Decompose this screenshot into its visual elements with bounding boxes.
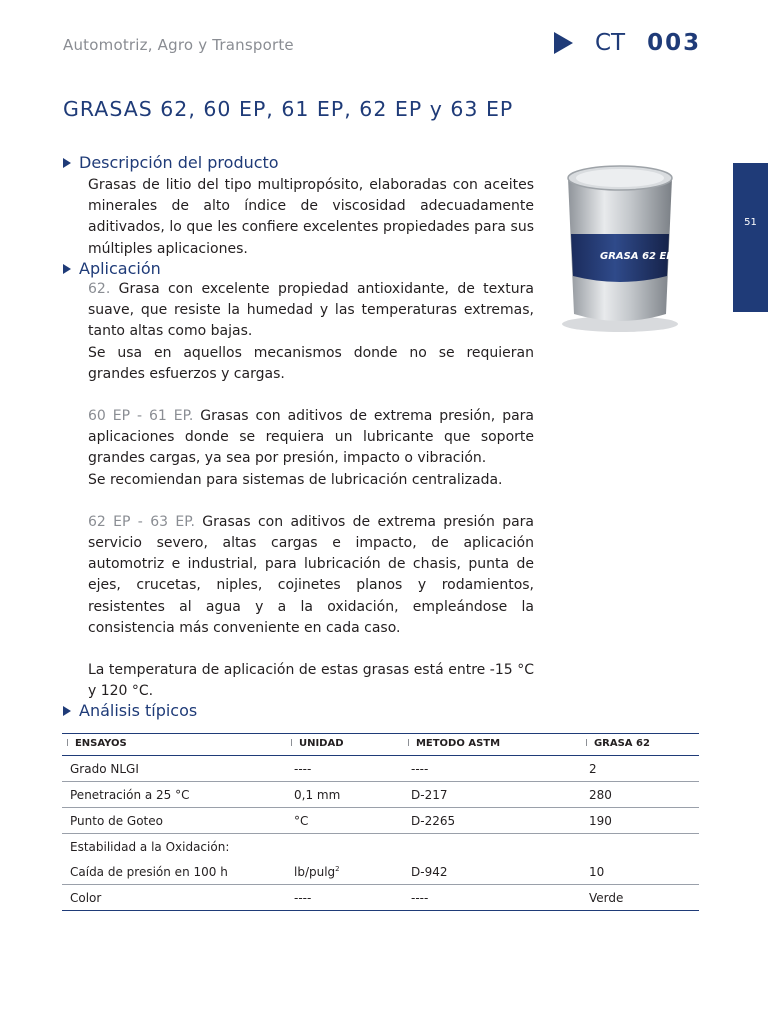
table-cell: 190 (581, 808, 699, 834)
document-code (554, 30, 701, 56)
table-cell: 2 (581, 756, 699, 782)
application-text: Grasas con aditivos de extrema presión, para aplicaciones donde se requiera un lubricante que soporte grandes cargas, ya sea por presión, impacto o vibración. (88, 408, 534, 467)
table-cell: Color (62, 885, 286, 911)
application-temperature: La temperatura de aplicación de estas grasas está entre -15 °C y 120 °C. (88, 662, 534, 700)
table-cell: ---- (286, 885, 403, 911)
application-item-62ep-63ep (88, 512, 534, 639)
table-cell: ---- (403, 756, 581, 782)
page-number: 51 (744, 217, 757, 228)
table-row (62, 885, 699, 911)
table-cell: D-2265 (403, 808, 581, 834)
table-cell: °C (286, 808, 403, 834)
section-heading-text: Aplicación (79, 259, 161, 278)
category-label: Automotriz, Agro y Transporte (63, 36, 294, 54)
table-cell (403, 834, 581, 860)
table-cell: ---- (403, 885, 581, 911)
table-cell (581, 834, 699, 860)
table-row (62, 808, 699, 834)
grease-code: 60 EP - 61 EP. (88, 408, 194, 425)
section-heading-description (63, 153, 279, 172)
application-text: Grasa con excelente propiedad antioxidante, de textura suave, que resiste la humedad y las temperaturas extremas, tanto altas como bajas. (88, 281, 534, 340)
table-cell: D-942 (403, 859, 581, 885)
superscript: 2 (335, 865, 340, 873)
bucket-label: GRASA 62 EP (600, 251, 674, 262)
application-paragraph (88, 279, 534, 702)
application-text: Se usa en aquellos mecanismos donde no se requieran grandes esfuerzos y cargas. (88, 344, 534, 382)
section-heading-application (63, 259, 161, 278)
bullet-arrow-icon (63, 706, 71, 716)
section-heading-analysis (63, 701, 197, 720)
table-cell: lb/pulg$^2$ (286, 859, 403, 885)
table-cell: ---- (286, 756, 403, 782)
table-cell: D-217 (403, 782, 581, 808)
column-header: I METODO ASTM (403, 734, 581, 756)
description-text: Grasas de litio del tipo multipropósito, elaboradas con aceites minerales de alto índice de viscosidad adecuadamente aditivados, lo que les confiere excelentes propiedades para sus múltiples aplicaciones. (88, 177, 534, 257)
table-row (62, 756, 699, 782)
bullet-arrow-icon (63, 158, 71, 168)
code-number: 003 (647, 30, 702, 56)
application-item-60ep-61ep (88, 406, 534, 470)
table-cell: Punto de Goteo (62, 808, 286, 834)
table-cell: Caída de presión en 100 h (62, 859, 286, 885)
application-text: Se recomiendan para sistemas de lubricación centralizada. (88, 471, 503, 488)
table-cell: 0,1 mm (286, 782, 403, 808)
table-row (62, 782, 699, 808)
bullet-arrow-icon (63, 264, 71, 274)
column-header: I ENSAYOS (62, 734, 286, 756)
section-heading-text: Descripción del producto (79, 153, 279, 172)
application-item-62 (88, 279, 534, 343)
page-title: GRASAS 62, 60 EP, 61 EP, 62 EP y 63 EP (63, 97, 514, 121)
table-row (62, 834, 699, 860)
table-cell: Verde (581, 885, 699, 911)
table-cell (286, 834, 403, 860)
grease-code: 62. (88, 281, 111, 297)
page-number-tab (733, 163, 768, 312)
grease-code: 62 EP - 63 EP. (88, 513, 195, 530)
grease-bucket-image (556, 156, 684, 334)
table-row (62, 859, 699, 885)
application-text: Grasas con aditivos de extrema presión para servicio severo, altas cargas e impacto, de aplicación automotriz e industrial, para lubricación de chasis, punta de ejes, crucetas, niples, cojinetes planos y rodamientos, resistentes al agua y a la oxidación, empleándose la consistencia más conveniente en cada caso. (88, 513, 535, 636)
table-cell: Grado NLGI (62, 756, 286, 782)
column-header: I GRASA 62 (581, 734, 699, 756)
analysis-table (62, 733, 699, 911)
section-heading-text: Análisis típicos (79, 701, 198, 720)
table-cell: Estabilidad a la Oxidación: (70, 840, 230, 854)
play-arrow-icon (554, 32, 573, 54)
code-prefix: CT (595, 30, 626, 56)
column-header: I UNIDAD (286, 734, 403, 756)
table-cell: 10 (581, 859, 699, 885)
table-header-row (62, 734, 699, 756)
description-paragraph (88, 175, 534, 260)
table-cell: 280 (581, 782, 699, 808)
table-cell: Penetración a 25 °C (62, 782, 286, 808)
